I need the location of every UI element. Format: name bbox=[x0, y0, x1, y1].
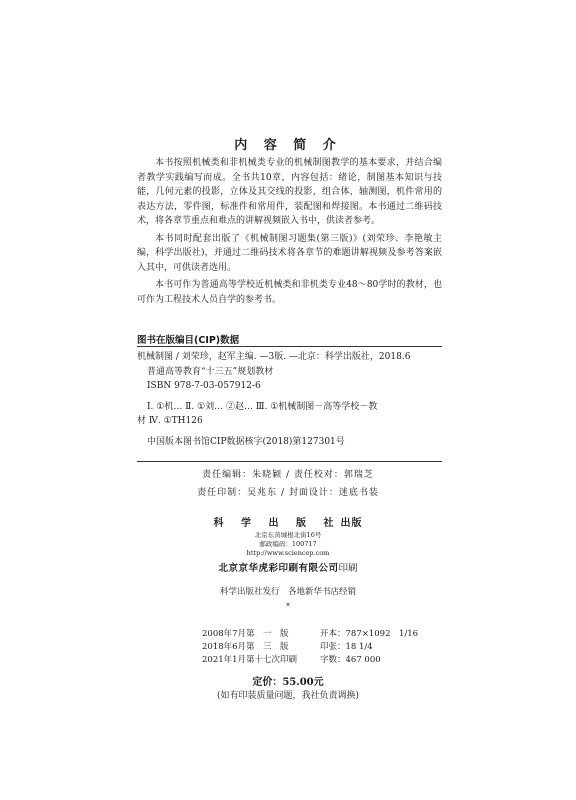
cip-line: 材 Ⅳ. ①TH126 bbox=[137, 416, 203, 426]
editor-credits: 责任编辑：朱晓颖 / 责任校对：郭瑞芝 bbox=[202, 470, 374, 480]
quality-note: (如有印装质量问题，我社负责调换) bbox=[216, 691, 360, 701]
cip-block bbox=[137, 350, 447, 449]
cip-line: Ⅰ. ①机… Ⅱ. ①刘… ②赵… Ⅲ. ①机械制图－高等学校－教 bbox=[147, 401, 378, 412]
edition-row: 2018年6月第 三 版 印张：18 1/4 bbox=[202, 642, 373, 652]
edition-row: 2021年1月第十七次印刷 字数：467 000 bbox=[202, 655, 381, 665]
cip-bottom-rule bbox=[137, 461, 442, 462]
publisher-postcode: 邮政编码：100717 bbox=[259, 540, 317, 548]
publisher-block bbox=[0, 514, 576, 558]
production-credits: 责任印制：吴兆东 / 封面设计：迷底书装 bbox=[197, 488, 379, 498]
cip-top-rule bbox=[137, 346, 442, 347]
summary-paragraph: 本书可作为普通高等学校近机械类和非机类专业48～80学时的教材，也可作为工程技术人员自学的参考书。 bbox=[137, 280, 442, 305]
cip-isbn: ISBN 978-7-03-057912-6 bbox=[147, 381, 261, 391]
edition-row: 2008年7月第 一 版 开本：787×1092 1/16 bbox=[202, 629, 419, 639]
distribution-line: 科学出版社发行 各地新华书店经销 bbox=[219, 587, 356, 597]
cip-heading: 图书在版编目(CIP)数据 bbox=[137, 335, 240, 346]
separator-star: * bbox=[286, 602, 290, 611]
cip-record-number: 中国版本图书馆CIP数据核字(2018)第127301号 bbox=[147, 436, 345, 447]
cip-line: 普通高等教育“十三五”规划教材 bbox=[147, 366, 274, 377]
publisher-website: http://www.sciencep.com bbox=[246, 549, 330, 557]
printer-name: 北京京华虎彩印刷有限公司 bbox=[218, 563, 339, 574]
cip-line: 机械制图 / 刘荣珍，赵军主编. —3版. —北京：科学出版社，2018.6 bbox=[137, 352, 411, 362]
summary-paragraph: 本书按照机械类和非机械类专业的机械制图教学的基本要求，并结合编者教学实践编写而成。全书共10章，内容包括：绪论，制图基本知识与技能，几何元素的投影，立体及其交线的投影，组合体，轴测图，机件常用的表达方法，零件图，标准件和常用件，装配图和焊接图。本书通过二维码技术，将各章节重点和难点的讲解视频嵌入书中，供读者参考。 bbox=[137, 158, 442, 226]
publisher-name: 科 学 出 版 社出版 bbox=[213, 518, 363, 529]
summary-paragraph: 本书同时配套出版了《机械制图习题集(第三版)》(刘荣珍、李艳敏主编，科学出版社)，并通过二维码技术将各章节的难题讲解视频及参考答案嵌入其中，可供读者选用。 bbox=[137, 233, 442, 273]
printer-line: 北京京华虎彩印刷有限公司印刷 bbox=[218, 563, 358, 574]
edition-info bbox=[202, 628, 440, 667]
content-summary bbox=[137, 156, 442, 310]
price: 定价：55.00元 bbox=[252, 677, 324, 688]
publisher-address: 北京东黄城根北街16号 bbox=[254, 531, 322, 539]
page-title: 内 容 简 介 bbox=[234, 138, 342, 153]
